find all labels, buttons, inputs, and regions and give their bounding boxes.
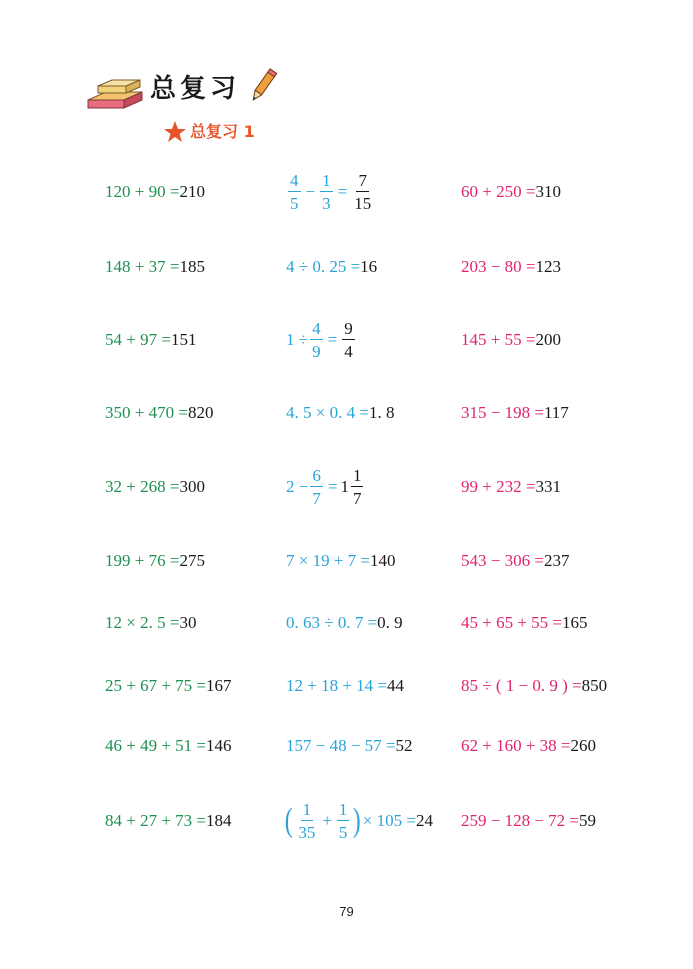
equation: 157 − 48 − 57 = 52 bbox=[286, 736, 413, 755]
equation: 32 + 268 = 300 bbox=[105, 477, 205, 496]
equation: 199 + 76 = 275 bbox=[105, 551, 205, 570]
section-title: 总复习 bbox=[150, 74, 241, 104]
equation: 99 + 232 = 331 bbox=[461, 477, 561, 496]
equation: 60 + 250 = 310 bbox=[461, 182, 561, 201]
equation: 45 + 65 + 55 = 165 bbox=[461, 613, 588, 632]
equation: 0. 63 ÷ 0. 7 = 0. 9 bbox=[286, 613, 403, 632]
star-icon bbox=[163, 120, 187, 144]
fraction: $\frac{1}{7}$ bbox=[352, 466, 362, 508]
equation: 4. 5 × 0. 4 = 1. 8 bbox=[286, 403, 395, 422]
fraction: $\frac{4}{9}$ bbox=[312, 319, 321, 361]
fraction-equation: ( $\frac{1}{35}$ + $\frac{1}{5}$ ) × 105 = 24 bbox=[284, 800, 433, 842]
equation: 148 + 37 = 185 bbox=[105, 257, 205, 276]
fraction: $\frac{1}{5}$ bbox=[338, 800, 348, 842]
fraction: $\frac{4}{5}$ bbox=[290, 171, 299, 213]
equation: 7 × 19 + 7 = 140 bbox=[286, 551, 396, 570]
fraction-equation: 1 ÷ $\frac{4}{9}$ = $\frac{9}{4}$ bbox=[286, 319, 353, 361]
equation: 203 − 80 = 123 bbox=[461, 257, 561, 276]
equation: 46 + 49 + 51 = 146 bbox=[105, 736, 232, 755]
fraction: $\frac{7}{15}$ bbox=[354, 171, 372, 213]
equation: 259 − 128 − 72 = 59 bbox=[461, 811, 597, 830]
equation: 84 + 27 + 73 = 184 bbox=[105, 811, 232, 830]
fraction: $\frac{6}{7}$ bbox=[312, 466, 321, 508]
equation: 25 + 67 + 75 = 167 bbox=[105, 676, 232, 695]
equation: 543 − 306 = 237 bbox=[461, 551, 570, 570]
fraction-equation: $\frac{4}{5}$ − $\frac{1}{3}$ = $\frac{7}{15}$ bbox=[290, 171, 372, 213]
equation: 315 − 198 = 117 bbox=[461, 403, 569, 422]
fraction: $\frac{1}{35}$ bbox=[298, 800, 316, 842]
equation: 350 + 470 = 820 bbox=[105, 403, 214, 422]
equation: 12 × 2. 5 = 30 bbox=[105, 613, 197, 632]
fraction-equation: 2 − $\frac{6}{7}$ = 1 $\frac{1}{7}$ bbox=[286, 466, 362, 508]
fraction: $\frac{9}{4}$ bbox=[344, 319, 353, 361]
equation: 62 + 160 + 38 = 260 bbox=[461, 736, 597, 755]
equation: 12 + 18 + 14 = 44 bbox=[286, 676, 405, 695]
equation: 145 + 55 = 200 bbox=[461, 330, 561, 349]
book-stack-icon bbox=[84, 72, 146, 110]
pencil-icon bbox=[248, 66, 278, 106]
page-number: 79 bbox=[339, 904, 354, 919]
equation: 120 + 90 = 210 bbox=[105, 182, 205, 201]
fraction: $\frac{1}{3}$ bbox=[322, 171, 331, 213]
equation: 4 ÷ 0. 25 = 16 bbox=[286, 257, 378, 276]
equation: 54 + 97 = 151 bbox=[105, 330, 197, 349]
section-header bbox=[84, 66, 284, 110]
equation: 85 ÷ ( 1 − 0. 9 ) = 850 bbox=[461, 676, 608, 695]
subsection-title: 总复习 1 bbox=[190, 122, 255, 141]
